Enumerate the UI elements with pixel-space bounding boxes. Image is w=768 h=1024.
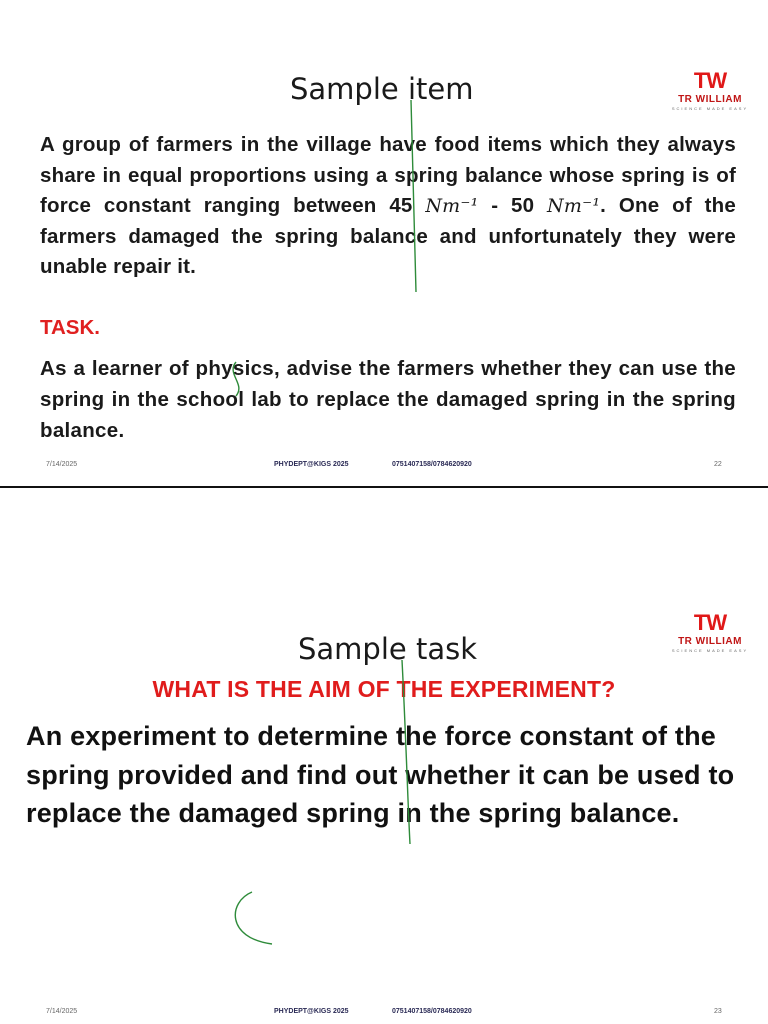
footer-date: 7/14/2025: [46, 461, 78, 468]
logo-tagline: SCIENCE MADE EASY: [671, 648, 749, 653]
logo-mark: TW: [693, 68, 727, 93]
slide-22: [0, 0, 768, 487]
logo-mark: TW: [693, 610, 727, 635]
logo-name: TR WILLIAM: [678, 636, 742, 647]
footer-date: 7/14/2025: [46, 1008, 78, 1015]
aim-question: WHAT IS THE AIM OF THE EXPERIMENT?: [152, 676, 616, 702]
unit-nm-inverse: Nm⁻¹: [425, 195, 479, 217]
slide-23: [0, 578, 768, 1024]
slide-title: Sample item: [290, 72, 474, 106]
footer-phone: 0751407158/0784620920: [392, 461, 472, 468]
task-paragraph: As a learner of physics, advise the farmers whether they can use the spring in the school lab to replace the damaged spring in the spring balance.: [40, 357, 736, 442]
aim-answer: An experiment to determine the force constant of the spring provided and find out whether it can be used to replace the damaged spring in the spring balance.: [26, 721, 735, 828]
task-heading: TASK.: [40, 316, 100, 339]
item-text-part1: A group of farmers in the village have food items which they always share in equal proportions using a spring balance whose spring is of force constant ranging between 45: [40, 133, 736, 217]
tr-william-logo: [660, 606, 760, 656]
logo-name: TR WILLIAM: [678, 94, 742, 105]
footer-dept: PHYDEPT@KIGS 2025: [274, 1008, 349, 1015]
item-text-part3: . One of the farmers damaged the spring balance and unfortunately they were unable repair it.: [40, 194, 736, 278]
footer-dept: PHYDEPT@KIGS 2025: [274, 461, 349, 468]
item-text-part2: - 50: [478, 194, 548, 217]
tr-william-logo: [660, 64, 760, 114]
unit-nm-inverse: Nm⁻¹: [547, 195, 601, 217]
slide-title: Sample task: [298, 632, 477, 666]
footer-phone: 0751407158/0784620920: [392, 1008, 472, 1015]
footer-page-number: 23: [714, 1008, 722, 1015]
item-paragraph: [40, 130, 736, 283]
footer-page-number: 22: [714, 461, 722, 468]
logo-tagline: SCIENCE MADE EASY: [671, 106, 749, 111]
slide-divider: [0, 486, 768, 488]
